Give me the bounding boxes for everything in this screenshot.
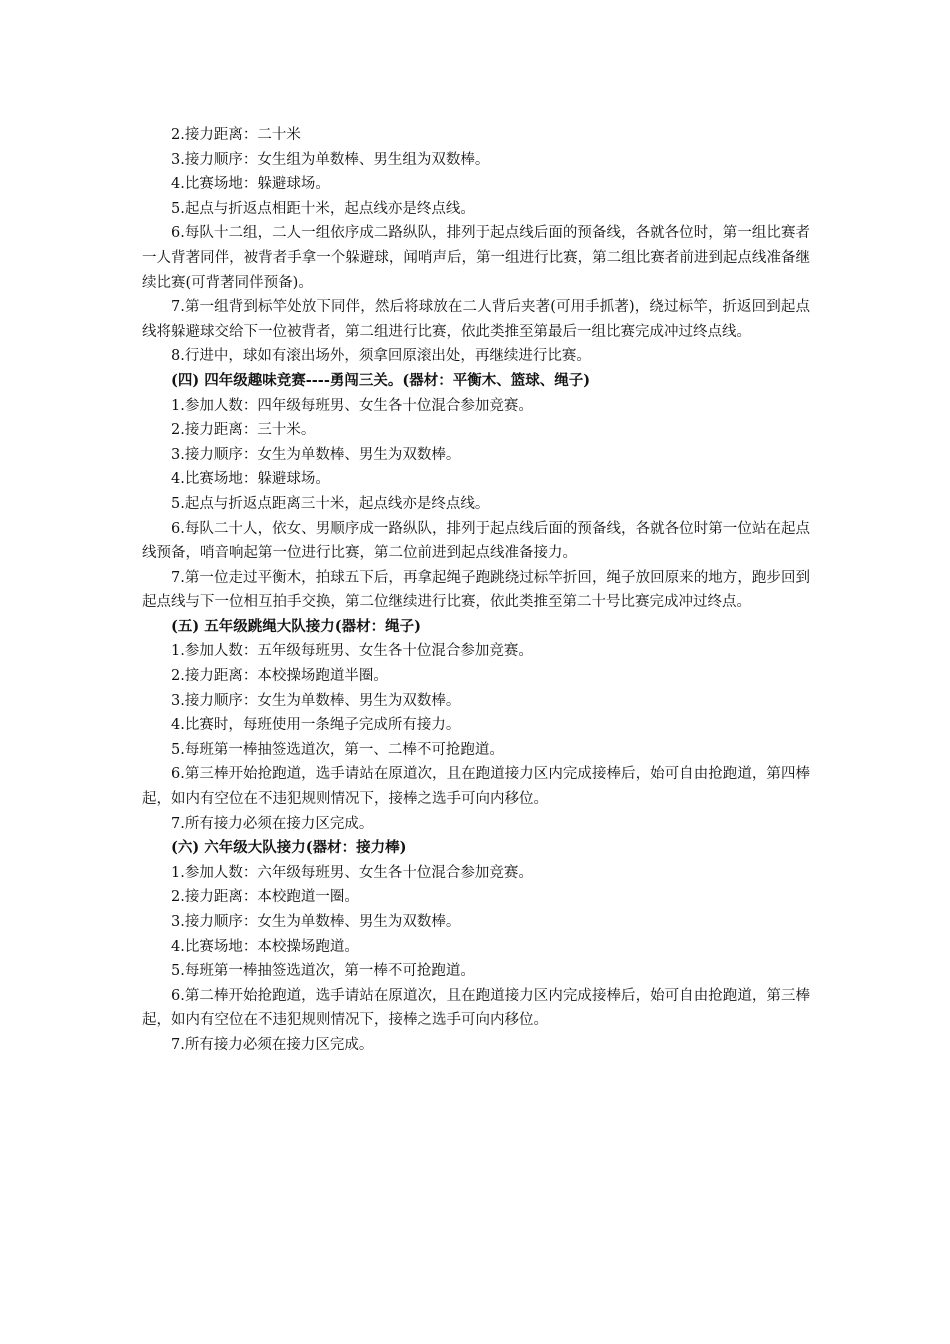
- paragraph: 7.第一组背到标竿处放下同伴，然后将球放在二人背后夹著(可用手抓著)，绕过标竿，折返回到起点线将躲避球交给下一位被背者，第二组进行比赛，依此类推至第最后一组比赛完成冲过终点线。: [142, 299, 810, 340]
- paragraph: 1.参加人数：四年级每班男、女生各十位混合参加竞赛。: [171, 397, 533, 414]
- paragraph: 6.第三棒开始抢跑道，选手请站在原道次，且在跑道接力区内完成接棒后，始可自由抢跑道，第四棒起，如内有空位在不违犯规则情况下，接棒之选手可向内移位。: [142, 766, 810, 808]
- paragraph: 3.接力顺序：女生为单数棒、男生为双数棒。: [171, 914, 461, 930]
- paragraph: 2.接力距离：本校跑道一圈。: [171, 889, 359, 906]
- paragraph: 4.比赛时，每班使用一条绳子完成所有接力。: [171, 717, 461, 734]
- paragraph: 1.参加人数：五年级每班男、女生各十位混合参加竞赛。: [171, 643, 533, 660]
- section-heading: (四) 四年级趣味竞赛----勇闯三关。(器材：平衡木、篮球、绳子): [171, 371, 591, 389]
- paragraph: 5.每班第一棒抽签选道次，第一棒不可抢跑道。: [171, 963, 475, 980]
- paragraph: 8.行进中，球如有滚出场外，须拿回原滚出处，再继续进行比赛。: [171, 348, 591, 365]
- section-heading: (六) 六年级大队接力(器材：接力棒): [171, 839, 407, 857]
- paragraph: 7.第一位走过平衡木，拍球五下后，再拿起绳子跑跳绕过标竿折回，绳子放回原来的地方，跑步回到起点线与下一位相互拍手交换，第二位继续进行比赛，依此类推至第二十号比赛完成冲过终点。: [142, 569, 810, 611]
- paragraph: 1.参加人数：六年级每班男、女生各十位混合参加竞赛。: [171, 864, 533, 881]
- paragraph: 2.接力距离：本校操场跑道半圈。: [171, 668, 388, 685]
- paragraph: 2.接力距离：三十米。: [171, 422, 316, 439]
- paragraph: 4.比赛场地：本校操场跑道。: [171, 938, 359, 955]
- paragraph: 4.比赛场地：躲避球场。: [171, 471, 330, 488]
- paragraph: 3.接力顺序：女生为单数棒、男生为双数棒。: [171, 446, 461, 463]
- section-heading: (五) 五年级跳绳大队接力(器材：绳子): [171, 617, 421, 635]
- paragraph: 7.所有接力必须在接力区完成。: [171, 1036, 374, 1053]
- paragraph: 3.接力顺序：女生组为单数棒、男生组为双数棒。: [171, 151, 490, 168]
- paragraph: 3.接力顺序：女生为单数棒、男生为双数棒。: [171, 692, 461, 709]
- paragraph: 7.所有接力必须在接力区完成。: [171, 815, 374, 832]
- document-body: [142, 123, 810, 1058]
- paragraph: 5.起点与折返点距离三十米，起点线亦是终点线。: [171, 495, 490, 512]
- paragraph: 6.每队二十人，依女、男顺序成一路纵队，排列于起点线后面的预备线，各就各位时第一位站在起点线预备，哨音响起第一位进行比赛，第二位前进到起点线准备接力。: [142, 520, 810, 562]
- paragraph: 5.每班第一棒抽签选道次，第一、二棒不可抢跑道。: [171, 741, 504, 758]
- paragraph: 6.第二棒开始抢跑道，选手请站在原道次，且在跑道接力区内完成接棒后，始可自由抢跑道，第三棒起，如内有空位在不违犯规则情况下，接棒之选手可向内移位。: [142, 987, 810, 1029]
- paragraph: 6.每队十二组，二人一组依序成二路纵队，排列于起点线后面的预备线，各就各位时，第一组比赛者一人背著同伴，被背者手拿一个躲避球，闻哨声后，第一组进行比赛，第二组比赛者前进到起点线准备继续比赛(可背著同伴预备)。: [142, 225, 810, 291]
- paragraph: 2.接力距离：二十米: [171, 127, 301, 143]
- paragraph: 5.起点与折返点相距十米，起点线亦是终点线。: [171, 200, 475, 217]
- paragraph: 4.比赛场地：躲避球场。: [171, 176, 330, 193]
